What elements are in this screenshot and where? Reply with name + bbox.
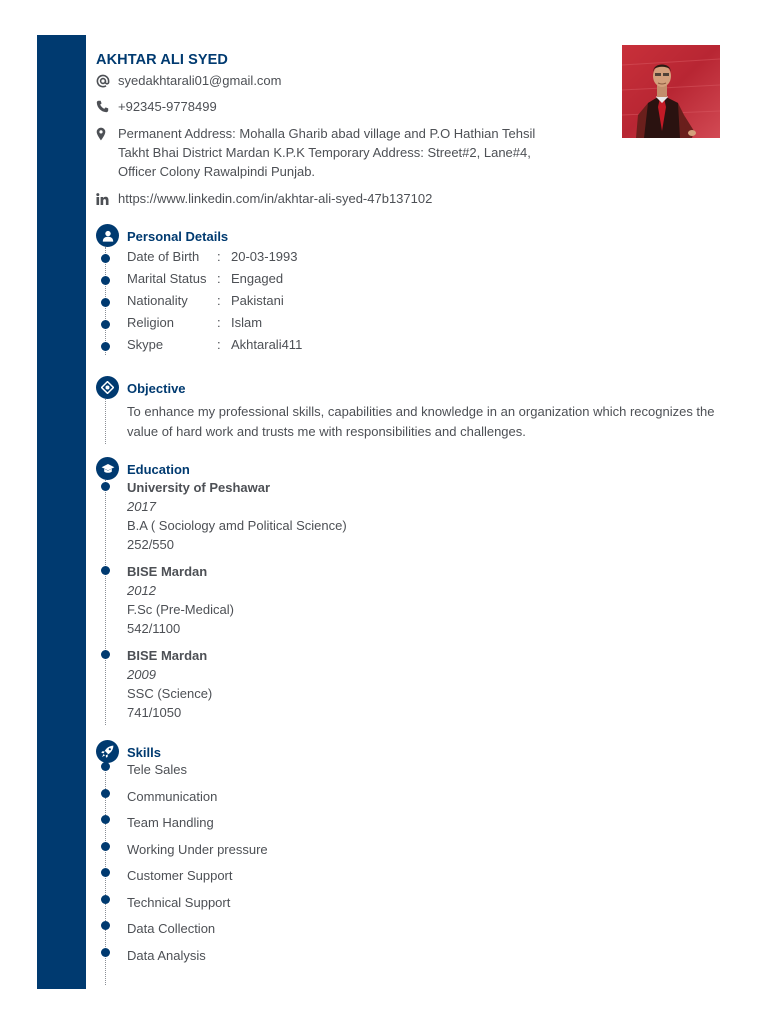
timeline-dot (101, 320, 110, 329)
education-marks: 741/1050 (127, 705, 182, 720)
phone-number[interactable]: +92345-9778499 (118, 99, 217, 114)
objective-text: To enhance my professional skills, capabilities and knowledge in an organization which recognizes the value of hard work and trusts me with responsibilities and challenges. (127, 404, 715, 439)
detail-label: Skype (127, 337, 164, 352)
detail-value: 20-03-1993 (231, 249, 298, 264)
linkedin-link[interactable]: https://www.linkedin.com/in/akhtar-ali-syed-47b137102 (118, 191, 433, 206)
education-year: 2012 (127, 583, 156, 598)
detail-separator: : (217, 293, 221, 308)
timeline-dot (101, 895, 110, 904)
skills-heading: Skills (127, 745, 161, 760)
education-institution: BISE Mardan (127, 648, 208, 663)
timeline-dot (101, 868, 110, 877)
timeline-dot (101, 842, 110, 851)
timeline-dot (101, 921, 110, 930)
skill-item: Working Under pressure (127, 841, 268, 857)
email-row (96, 71, 282, 90)
timeline-dot (101, 762, 110, 771)
detail-label: Nationality (127, 293, 188, 308)
detail-label: Marital Status (127, 271, 207, 286)
rocket-icon (96, 740, 119, 763)
detail-value: Akhtarali411 (231, 337, 303, 352)
graduation-cap-icon (96, 457, 119, 480)
skill-item: Data Analysis (127, 947, 206, 963)
skill-item: Customer Support (127, 868, 233, 883)
education-heading: Education (127, 462, 190, 477)
education-degree: SSC (Science) (127, 686, 213, 701)
education-timeline (105, 480, 106, 725)
education-marks: 252/550 (127, 537, 174, 552)
education-institution: BISE Mardan (127, 564, 208, 579)
education-degree: B.A ( Sociology amd Political Science) (127, 518, 347, 533)
timeline-dot (101, 276, 110, 285)
timeline-dot (101, 948, 110, 957)
detail-separator: : (217, 337, 221, 352)
timeline-dot (101, 566, 110, 575)
detail-value: Islam (231, 315, 263, 330)
email-link[interactable]: syedakhtarali01@gmail.com (118, 73, 282, 88)
timeline-dot (101, 254, 110, 263)
target-icon (96, 376, 119, 399)
detail-value: Pakistani (231, 293, 284, 308)
linkedin-icon (96, 189, 118, 208)
detail-separator: : (217, 271, 221, 286)
education-year: 2009 (127, 667, 156, 682)
location-pin-icon (96, 124, 118, 143)
skill-item: Communication (127, 788, 218, 804)
skill-item: Technical Support (127, 894, 231, 910)
sidebar-bar (37, 35, 86, 989)
education-degree: F.Sc (Pre-Medical) (127, 602, 234, 617)
detail-separator: : (217, 249, 221, 264)
at-icon (96, 71, 118, 90)
phone-row (96, 97, 217, 116)
detail-label: Date of Birth (127, 249, 200, 264)
phone-icon (96, 97, 118, 116)
skill-item: Data Collection (127, 921, 216, 936)
personal-details-heading: Personal Details (127, 229, 229, 244)
education-marks: 542/1100 (127, 621, 181, 636)
user-icon (96, 224, 119, 247)
timeline-dot (101, 482, 110, 491)
skill-item: Tele Sales (127, 762, 187, 777)
address-row (96, 124, 538, 181)
objective-timeline (105, 399, 106, 444)
skill-item: Team Handling (127, 815, 214, 830)
timeline-dot (101, 342, 110, 351)
education-year: 2017 (127, 499, 156, 514)
timeline-dot (101, 789, 110, 798)
candidate-name: AKHTAR ALI SYED (96, 52, 228, 68)
objective-heading: Objective (127, 381, 186, 396)
address-text: Permanent Address: Mohalla Gharib abad village and P.O Hathian Tehsil Takht Bhai District Mardan K.P.K Temporary Address: Street#2, Lane#4, Officer Colony Rawalpindi Punjab. (118, 126, 536, 179)
timeline-dot (101, 815, 110, 824)
education-institution: University of Peshawar (127, 480, 271, 495)
linkedin-row (96, 189, 432, 208)
detail-label: Religion (127, 315, 174, 330)
detail-separator: : (217, 315, 221, 330)
profile-photo (622, 45, 720, 138)
detail-value: Engaged (231, 271, 284, 286)
timeline-dot (101, 298, 110, 307)
timeline-dot (101, 650, 110, 659)
